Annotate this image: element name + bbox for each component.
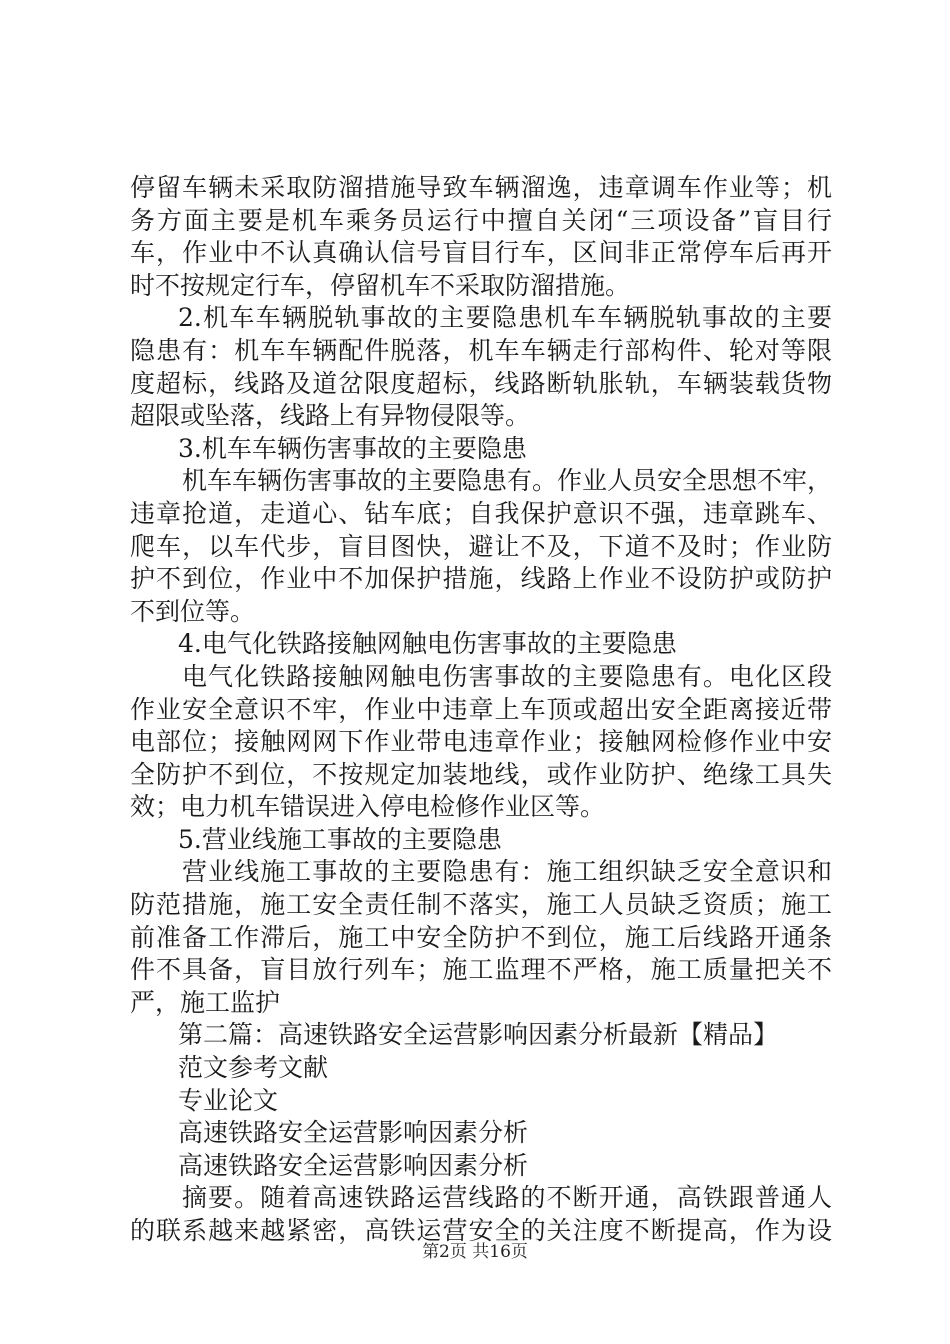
text-line: 全防护不到位，不按规定加装地线，或作业防护、绝缘工具失 [130,759,832,789]
text-line: 度超标，线路及道岔限度超标，线路断轨胀轨，车辆装载货物 [130,368,832,398]
text-line: 件不具备，盲目放行列车；施工监理不严格，施工质量把关不 [130,955,832,985]
document-body [130,172,832,1248]
page-footer [0,1241,950,1263]
text-line: 机车车辆伤害事故的主要隐患有。作业人员安全思想不牢， [182,466,833,496]
text-line: 防范措施，施工安全责任制不落实，施工人员缺乏资质；施工 [130,890,832,920]
article-title: 高速铁路安全运营影响因素分析 [178,1150,529,1180]
abstract-line: 摘要。随着高速铁路运营线路的不断开通，高铁跟普通人 [182,1183,832,1213]
text-line: 范文参考文献 [178,1053,329,1083]
text-line: 停留车辆未采取防溜措施导致车辆溜逸，违章调车作业等；机 [130,173,832,202]
text-line: 车，作业中不认真确认信号盲目行车，区间非正常停车后再开 [130,238,832,268]
text-line: 违章抢道，走道心、钻车底；自我保护意识不强，违章跳车、 [130,498,832,528]
section-heading: 4.电气化铁路接触网触电伤害事故的主要隐患 [178,629,677,659]
text-line: 护不到位，作业中不加保护措施，线路上作业不设防护或防护 [130,564,832,594]
section-heading: 3.机车车辆伤害事故的主要隐患 [178,433,527,463]
text-line: 专业论文 [178,1085,279,1115]
text-line: 不到位等。 [130,596,256,626]
text-line: 时不按规定行车，停留机车不采取防溜措施。 [130,270,631,300]
section-heading: 5.营业线施工事故的主要隐患 [178,824,502,854]
text-line: 电部位；接触网网下作业带电违章作业；接触网检修作业中安 [130,727,832,757]
article-title: 高速铁路安全运营影响因素分析 [178,1118,529,1148]
text-line: 2.机车车辆脱轨事故的主要隐患机车车辆脱轨事故的主要 [178,303,832,333]
text-line: 作业安全意识不牢，作业中违章上车顶或超出安全距离接近带 [130,694,832,724]
text-line: 隐患有：机车车辆配件脱落，机车车辆走行部构件、轮对等限 [130,335,832,365]
text-line: 爬车，以车代步，盲目图快，避让不及，下道不及时；作业防 [130,531,832,561]
text-line: 务方面主要是机车乘务员运行中擅自关闭“三项设备”盲目行 [130,205,832,235]
text-line: 效；电力机车错误进入停电检修作业区等。 [130,792,606,822]
chapter-heading: 第二篇：高速铁路安全运营影响因素分析最新【精品】 [178,1020,779,1050]
text-line: 超限或坠落，线路上有异物侵限等。 [130,401,531,431]
text-line: 营业线施工事故的主要隐患有：施工组织缺乏安全意识和 [182,857,832,887]
text-line: 前准备工作滞后，施工中安全防护不到位，施工后线路开通条 [130,922,832,952]
text-line: 电气化铁路接触网触电伤害事故的主要隐患有。电化区段 [182,661,832,691]
text-line: 严，施工监护 [130,987,281,1017]
page-number: 第2页 共16页 [422,1242,528,1262]
abstract-line: 的联系越来越紧密，高铁运营安全的关注度不断提高，作为设 [130,1216,832,1245]
